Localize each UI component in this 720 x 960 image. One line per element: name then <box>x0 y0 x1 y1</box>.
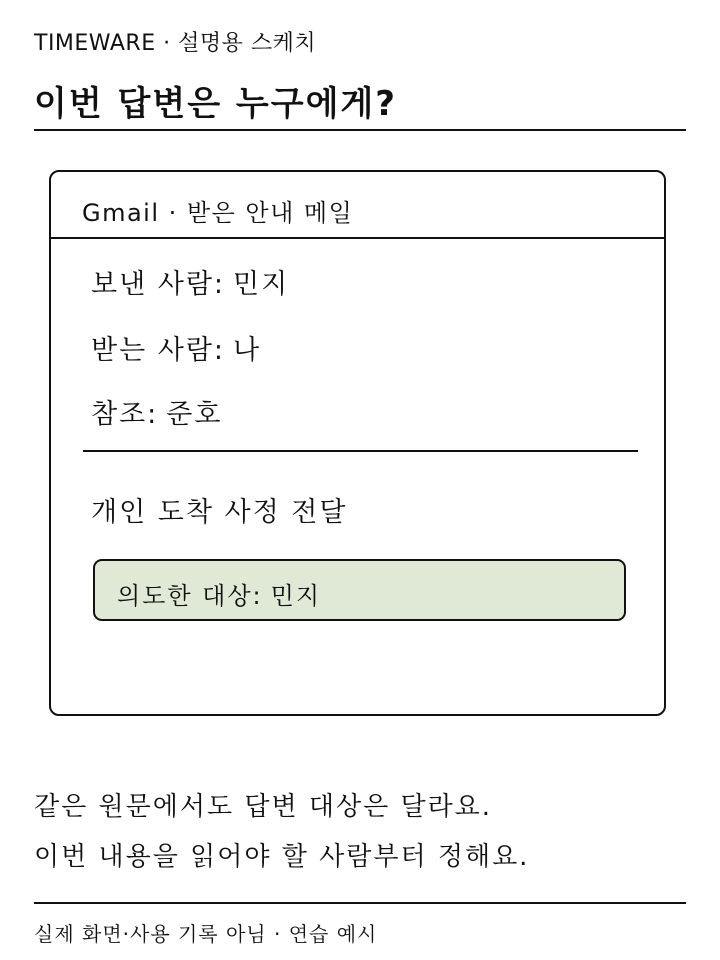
page-title: 이번 답변은 누구에게? <box>34 84 397 124</box>
footer-disclaimer: 실제 화면·사용 기록 아님 · 연습 예시 <box>34 922 378 946</box>
from-value[interactable]: 민지 <box>233 269 290 300</box>
cc-value[interactable]: 준호 <box>166 399 223 430</box>
explanation-note-1: 같은 원문에서도 답변 대상은 달라요. <box>34 792 493 822</box>
email-app-title: Gmail · 받은 안내 메일 <box>82 199 354 227</box>
title-divider <box>34 129 686 131</box>
cc-label: 참조: <box>91 399 159 430</box>
to-value[interactable]: 나 <box>233 335 262 366</box>
from-field <box>91 262 289 301</box>
intended-recipient-text <box>117 576 321 611</box>
to-label: 받는 사람: <box>91 335 226 366</box>
to-field <box>91 328 261 367</box>
intended-recipient-value: 민지 <box>270 582 322 610</box>
email-divider <box>83 450 638 452</box>
explanation-note-2: 이번 내용을 읽어야 할 사람부터 정해요. <box>34 842 530 872</box>
footer-divider <box>34 902 686 904</box>
email-card <box>49 170 666 716</box>
cc-field <box>91 392 222 431</box>
email-card-header <box>51 172 664 239</box>
header-tag: TIMEWARE · 설명용 스케치 <box>34 31 317 56</box>
email-subject: 개인 도착 사정 전달 <box>91 497 348 528</box>
intended-recipient-label: 의도한 대상: <box>117 582 263 610</box>
from-label: 보낸 사람: <box>91 269 226 300</box>
intended-recipient-box <box>93 559 626 621</box>
